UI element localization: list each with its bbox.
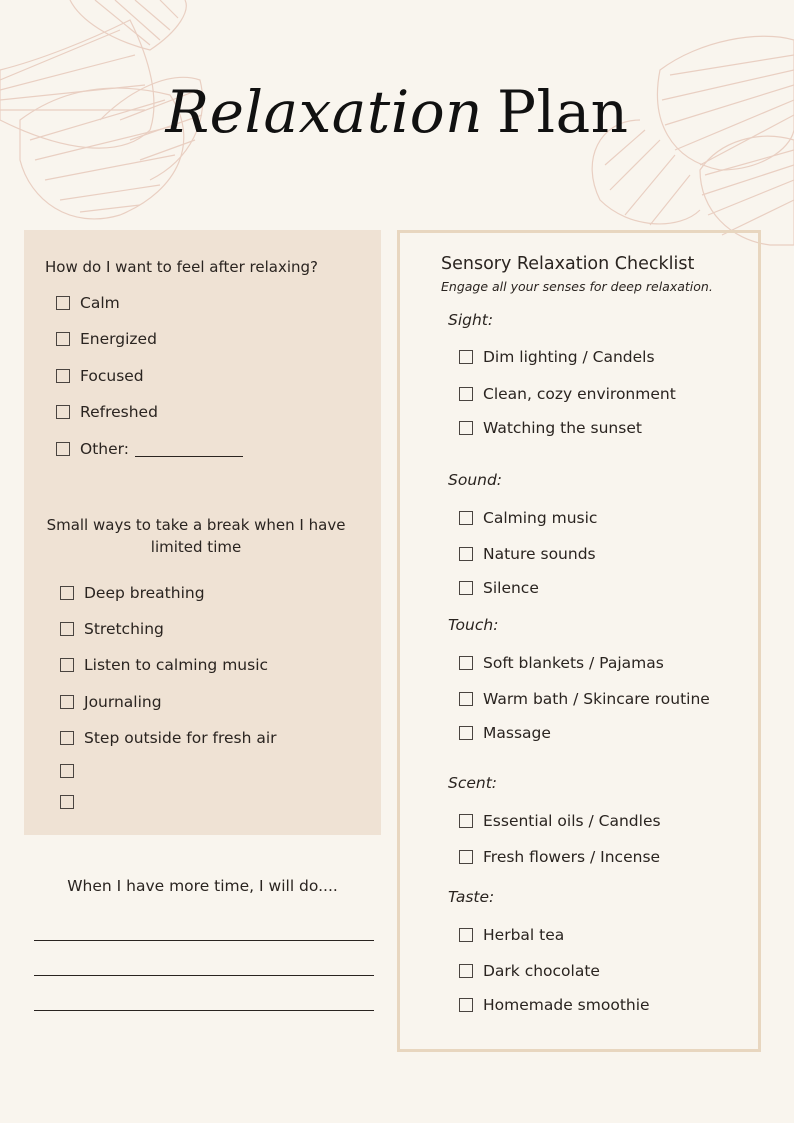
write-in-line[interactable] xyxy=(34,975,374,976)
checkbox[interactable] xyxy=(56,296,70,310)
category-scent: Scent: xyxy=(448,774,498,792)
sensory-item[interactable] xyxy=(459,812,661,830)
checkbox[interactable] xyxy=(459,928,473,942)
feel-option-energized[interactable] xyxy=(56,330,157,348)
checkbox[interactable] xyxy=(60,586,74,600)
option-label: Step outside for fresh air xyxy=(84,729,277,747)
sensory-item[interactable] xyxy=(459,385,676,403)
option-label: Listen to calming music xyxy=(84,656,269,674)
checkbox[interactable] xyxy=(459,656,473,670)
option-label: Other: xyxy=(80,440,129,458)
sensory-item[interactable] xyxy=(459,996,650,1014)
page-title xyxy=(0,78,794,146)
checkbox[interactable] xyxy=(56,332,70,346)
option-label: Energized xyxy=(80,330,157,348)
sensory-item[interactable] xyxy=(459,419,642,437)
category-touch: Touch: xyxy=(448,616,499,634)
checkbox[interactable] xyxy=(56,405,70,419)
break-option[interactable] xyxy=(60,729,277,747)
checkbox[interactable] xyxy=(459,511,473,525)
option-label: Deep breathing xyxy=(84,584,205,602)
feel-option-focused[interactable] xyxy=(56,367,144,385)
checkbox[interactable] xyxy=(459,350,473,364)
feel-option-refreshed[interactable] xyxy=(56,403,158,421)
category-taste: Taste: xyxy=(448,888,495,906)
item-label: Herbal tea xyxy=(483,926,565,944)
checkbox[interactable] xyxy=(60,658,74,672)
sensory-item[interactable] xyxy=(459,848,660,866)
sensory-title: Sensory Relaxation Checklist xyxy=(441,254,695,274)
checkbox[interactable] xyxy=(459,547,473,561)
title-regular: Plan xyxy=(497,78,629,146)
checkbox[interactable] xyxy=(459,850,473,864)
item-label: Soft blankets / Pajamas xyxy=(483,654,664,672)
sensory-item[interactable] xyxy=(459,724,551,742)
feel-option-calm[interactable] xyxy=(56,294,120,312)
checkbox[interactable] xyxy=(459,387,473,401)
option-label: Stretching xyxy=(84,620,164,638)
option-label: Refreshed xyxy=(80,403,158,421)
checkbox[interactable] xyxy=(60,695,74,709)
sensory-item[interactable] xyxy=(459,348,655,366)
write-in-line[interactable] xyxy=(34,940,374,941)
break-option-blank[interactable] xyxy=(60,795,84,809)
checkbox[interactable] xyxy=(459,998,473,1012)
option-label: Journaling xyxy=(84,693,162,711)
break-option[interactable] xyxy=(60,656,268,674)
other-write-in-line[interactable] xyxy=(135,442,243,457)
item-label: Nature sounds xyxy=(483,545,596,563)
category-sound: Sound: xyxy=(448,471,503,489)
checkbox[interactable] xyxy=(60,795,74,809)
item-label: Clean, cozy environment xyxy=(483,385,676,403)
sensory-item[interactable] xyxy=(459,654,664,672)
checkbox[interactable] xyxy=(60,731,74,745)
sensory-item[interactable] xyxy=(459,509,597,527)
checkbox[interactable] xyxy=(60,622,74,636)
breaks-title: Small ways to take a break when I have limited time xyxy=(46,516,346,556)
item-label: Massage xyxy=(483,724,551,742)
item-label: Homemade smoothie xyxy=(483,996,650,1014)
category-sight: Sight: xyxy=(448,311,494,329)
checkbox[interactable] xyxy=(459,692,473,706)
sensory-item[interactable] xyxy=(459,962,600,980)
sensory-item[interactable] xyxy=(459,926,564,944)
sensory-item[interactable] xyxy=(459,579,539,597)
checkbox[interactable] xyxy=(60,764,74,778)
break-option-blank[interactable] xyxy=(60,764,84,778)
break-option[interactable] xyxy=(60,584,205,602)
item-label: Silence xyxy=(483,579,539,597)
sensory-item[interactable] xyxy=(459,690,710,708)
feel-question: How do I want to feel after relaxing? xyxy=(45,258,318,276)
sensory-item[interactable] xyxy=(459,545,596,563)
feel-option-other[interactable] xyxy=(56,440,243,458)
sensory-subtitle: Engage all your senses for deep relaxation. xyxy=(441,279,713,294)
break-option[interactable] xyxy=(60,620,164,638)
item-label: Watching the sunset xyxy=(483,419,642,437)
checkbox[interactable] xyxy=(56,442,70,456)
more-time-label: When I have more time, I will do.... xyxy=(67,877,338,895)
checkbox[interactable] xyxy=(459,814,473,828)
title-italic: Relaxation xyxy=(165,78,484,146)
checkbox[interactable] xyxy=(459,421,473,435)
item-label: Calming music xyxy=(483,509,598,527)
checkbox[interactable] xyxy=(56,369,70,383)
item-label: Dark chocolate xyxy=(483,962,600,980)
item-label: Fresh flowers / Incense xyxy=(483,848,661,866)
write-in-line[interactable] xyxy=(34,1010,374,1011)
option-label: Calm xyxy=(80,294,120,312)
checkbox[interactable] xyxy=(459,964,473,978)
checkbox[interactable] xyxy=(459,581,473,595)
option-label: Focused xyxy=(80,367,144,385)
break-option[interactable] xyxy=(60,693,162,711)
checkbox[interactable] xyxy=(459,726,473,740)
item-label: Dim lighting / Candels xyxy=(483,348,655,366)
item-label: Warm bath / Skincare routine xyxy=(483,690,710,708)
item-label: Essential oils / Candles xyxy=(483,812,661,830)
